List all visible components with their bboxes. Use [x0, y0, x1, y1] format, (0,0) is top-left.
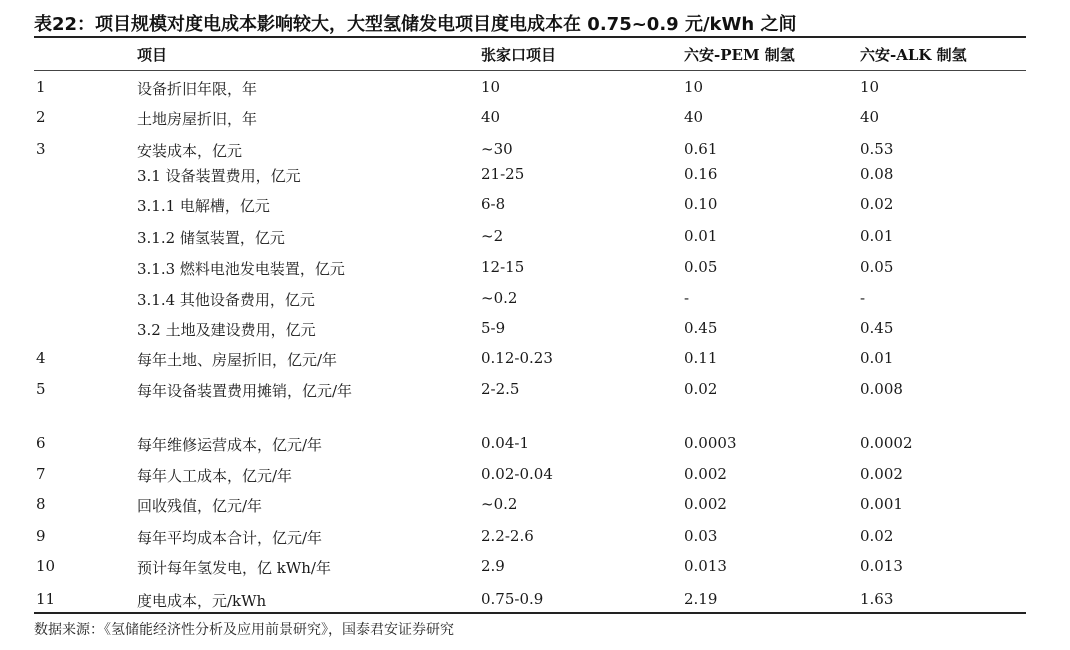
row-zhangjiakou: 21-25 [481, 165, 525, 183]
row-zhangjiakou: ~0.2 [481, 495, 518, 513]
row-luan-pem: - [684, 289, 690, 307]
row-zhangjiakou: 6-8 [481, 195, 506, 213]
row-luan-pem: 0.01 [684, 227, 718, 245]
row-luan-alk: 0.05 [860, 258, 894, 276]
row-zhangjiakou: 5-9 [481, 319, 506, 337]
row-zhangjiakou: ~0.2 [481, 289, 518, 307]
row-number: 4 [36, 349, 46, 367]
row-luan-pem: 40 [684, 108, 704, 126]
row-luan-alk: 0.45 [860, 319, 894, 337]
row-number: 2 [36, 108, 46, 126]
row-luan-pem: 0.02 [684, 380, 718, 398]
row-number: 6 [36, 434, 46, 452]
row-item: 预计每年氢发电，亿 kWh/年 [137, 559, 331, 577]
row-item: 3.1.1 电解槽，亿元 [137, 197, 270, 215]
row-luan-alk: 0.02 [860, 195, 894, 213]
row-item: 每年人工成本，亿元/年 [137, 467, 293, 485]
row-item: 3.1.2 储氢装置，亿元 [137, 229, 285, 247]
row-luan-alk: 0.001 [860, 495, 903, 513]
row-luan-pem: 0.10 [684, 195, 718, 213]
row-luan-pem: 0.013 [684, 557, 727, 575]
row-number: 8 [36, 495, 46, 513]
row-item: 每年设备装置费用摊销，亿元/年 [137, 382, 353, 400]
table-bottom-rule [34, 612, 1026, 614]
row-item: 每年土地、房屋折旧，亿元/年 [137, 351, 338, 369]
row-luan-pem: 0.002 [684, 465, 727, 483]
row-item: 土地房屋折旧，年 [137, 110, 258, 128]
row-number: 3 [36, 140, 46, 158]
row-zhangjiakou: 12-15 [481, 258, 525, 276]
row-zhangjiakou: 2.9 [481, 557, 505, 575]
row-item: 3.1 设备装置费用，亿元 [137, 167, 301, 185]
row-number: 10 [36, 557, 56, 575]
row-item: 安装成本，亿元 [137, 142, 243, 160]
header-luan-pem: 六安-PEM 制氢 [684, 46, 795, 64]
row-zhangjiakou: 2-2.5 [481, 380, 520, 398]
row-luan-alk: 40 [860, 108, 880, 126]
row-luan-pem: 0.61 [684, 140, 718, 158]
row-zhangjiakou: 2.2-2.6 [481, 527, 534, 545]
row-item: 每年维修运营成本，亿元/年 [137, 436, 323, 454]
row-luan-alk: - [860, 289, 866, 307]
row-item: 3.1.4 其他设备费用，亿元 [137, 291, 315, 309]
row-luan-pem: 0.05 [684, 258, 718, 276]
row-number: 9 [36, 527, 46, 545]
row-luan-pem: 2.19 [684, 590, 718, 608]
row-luan-alk: 0.0002 [860, 434, 913, 452]
row-luan-alk: 0.002 [860, 465, 903, 483]
row-luan-alk: 0.01 [860, 349, 894, 367]
row-zhangjiakou: 0.12-0.23 [481, 349, 553, 367]
row-zhangjiakou: ~30 [481, 140, 513, 158]
row-number: 7 [36, 465, 46, 483]
row-item: 3.1.3 燃料电池发电装置，亿元 [137, 260, 345, 278]
row-luan-alk: 0.008 [860, 380, 903, 398]
source-note: 数据来源：《氢储能经济性分析及应用前景研究》，国泰君安证券研究 [34, 622, 454, 638]
row-zhangjiakou: 0.04-1 [481, 434, 530, 452]
row-luan-pem: 0.45 [684, 319, 718, 337]
row-luan-pem: 0.002 [684, 495, 727, 513]
row-luan-pem: 0.16 [684, 165, 718, 183]
table-title: 表22：项目规模对度电成本影响较大，大型氢储发电项目度电成本在 0.75~0.9 元/kWh 之间 [34, 14, 797, 35]
row-luan-pem: 10 [684, 78, 704, 96]
row-luan-alk: 0.02 [860, 527, 894, 545]
row-luan-alk: 10 [860, 78, 880, 96]
row-luan-pem: 0.11 [684, 349, 718, 367]
row-zhangjiakou: 10 [481, 78, 501, 96]
row-item: 度电成本，元/kWh [137, 592, 267, 610]
row-item: 每年平均成本合计，亿元/年 [137, 529, 323, 547]
header-item: 项目 [137, 46, 168, 64]
row-luan-alk: 0.53 [860, 140, 894, 158]
row-luan-alk: 1.63 [860, 590, 894, 608]
row-luan-pem: 0.03 [684, 527, 718, 545]
header-rule [34, 70, 1026, 71]
row-zhangjiakou: 0.75-0.9 [481, 590, 544, 608]
row-zhangjiakou: ~2 [481, 227, 504, 245]
row-item: 3.2 土地及建设费用，亿元 [137, 321, 316, 339]
row-number: 1 [36, 78, 46, 96]
row-luan-alk: 0.01 [860, 227, 894, 245]
row-item: 回收残值，亿元/年 [137, 497, 263, 515]
header-zhangjiakou: 张家口项目 [481, 46, 557, 64]
row-zhangjiakou: 0.02-0.04 [481, 465, 553, 483]
header-luan-alk: 六安-ALK 制氢 [860, 46, 967, 64]
table-top-rule [34, 36, 1026, 38]
row-luan-pem: 0.0003 [684, 434, 737, 452]
row-item: 设备折旧年限，年 [137, 80, 258, 98]
row-luan-alk: 0.013 [860, 557, 903, 575]
row-number: 5 [36, 380, 46, 398]
row-number: 11 [36, 590, 56, 608]
row-zhangjiakou: 40 [481, 108, 501, 126]
row-luan-alk: 0.08 [860, 165, 894, 183]
